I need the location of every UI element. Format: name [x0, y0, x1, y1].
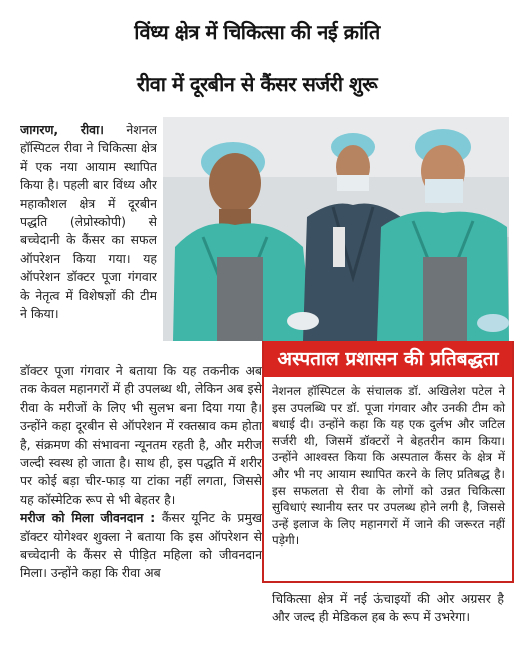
news-photo [163, 117, 509, 341]
story-paragraph-1: डॉक्टर पूजा गंगवार ने बताया कि यह तकनीक अब तक केवल महानगरों में ही उपलब्ध थी, लेकिन अब इसे रीवा के मरीजों के लिए भी सुलभ बना दिया गया है। उन्होंने कहा दूरबीन से ऑपरेशन में रक्तस्राव कम होता है, संक्रमण की संभावना न्यूनतम रहती है, और मरीज जल्दी स्वस्थ हो जाता है। साथ ही, इस पद्धति में शरीर पर कोई बड़ा चीर-फाड़ या टांका नहीं लगता, जिससे यह कॉस्मेटिक रूप से भी बेहतर है। [20, 363, 262, 507]
dateline: जागरण, रीवा। [20, 122, 104, 137]
sidebar-text: नेशनल हॉस्पिटल के संचालक डॉ. अखिलेश पटेल ने इस उपलब्धि पर डॉ. पूजा गंगवार और उनकी टीम को बधाई दी। उन्होंने कहा कि यह एक दुर्लभ और जटिल सर्जरी थी, जिसमें डॉक्टरों ने बेहतरीन काम किया। उन्होंने आश्वस्त किया कि अस्पताल कैंसर के क्षेत्र में और भी नए आयाम स्थापित करने के लिए प्रतिबद्ध है। इस सफलता से रीवा के लोगों को उन्नत चिकित्सा सुविधाएं स्थानीय स्तर पर उपलब्ध होने लगी है, जिससे उन्हें इलाज के लिए महानगरों में जाने की जरूरत नहीं पड़ेगी। [272, 384, 505, 548]
headline-line-1: विंध्य क्षेत्र में चिकित्सा की नई क्रांति [134, 20, 380, 44]
sidebar-box [262, 341, 514, 583]
story-column-2 [20, 362, 262, 652]
story-continuation: चिकित्सा क्षेत्र में नई ऊंचाइयों की ओर अग्रसर है और जल्द ही मेडिकल हब के रूप में उभरेगा। [272, 591, 504, 625]
story-column-3 [272, 590, 504, 650]
story-column-1 [20, 121, 157, 357]
story-paragraph-2: कैंसर यूनिट के प्रमुख डॉक्टर योगेश्वर शुक्ला ने बताया कि इस ऑपरेशन से बच्चेदानी के कैंसर से पीड़ित महिला को जीवनदान मिला। उन्होंने कहा कि रीवा अब [20, 510, 262, 581]
surgeons-photo-illustration [163, 117, 509, 341]
story-column-1-text: नेशनल हॉस्पिटल रीवा ने चिकित्सा क्षेत्र में एक नया आयाम स्थापित किया है। पहली बार विंध्य और महाकौशल क्षेत्र में दूरबीन पद्धति (लेप्रोस्कोपी) से बच्चेदानी के कैंसर का सफल ऑपरेशन किया गया। यह ऑपरेशन डॉक्टर पूजा गंगवार के नेतृत्व में विशेषज्ञों की टीम ने किया। [20, 122, 157, 322]
subhead: मरीज को मिला जीवनदान : [20, 510, 156, 526]
sidebar-title: अस्पताल प्रशासन की प्रतिबद्धता [264, 341, 512, 377]
headline-line-2: रीवा में दूरबीन से कैंसर सर्जरी शुरू [136, 72, 378, 96]
headline-block [0, 0, 514, 112]
